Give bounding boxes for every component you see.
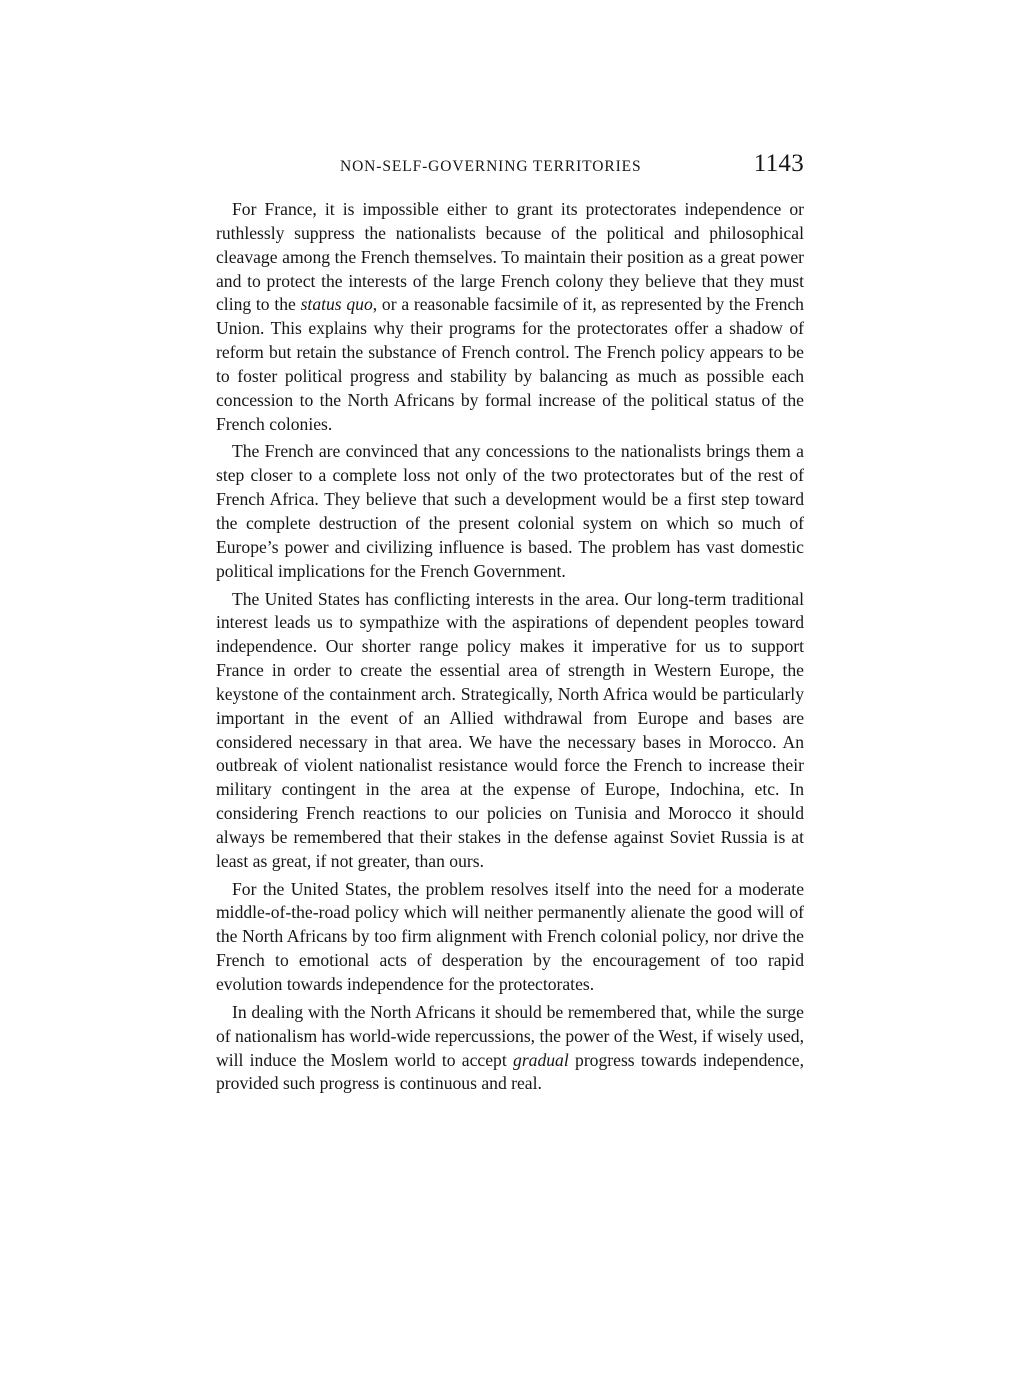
paragraph-french-concessions: The French are convinced that any concessions to the nationalists brings them a step closer to a complete loss not only of the two protectorates but of the rest of French Africa. They believe that such a development would be a first step toward the complete destruction of the present colonial system on which so much of Europe’s power and civilizing influence is based. The problem has vast domestic political implications for the French Government.	[216, 441, 804, 581]
paragraph-text: In dealing with the North Africans it should be remembered that, while the surge of nationalism has world-wide repercussions, the power of the West, if wisely used, will induce the Moslem world to accept	[216, 1001, 805, 1070]
running-head	[216, 150, 804, 180]
page-number: 1143	[753, 150, 804, 177]
paragraph-france-position	[216, 198, 804, 436]
running-title: NON-SELF-GOVERNING TERRITORIES	[340, 158, 642, 175]
paragraph-north-africans	[216, 1001, 804, 1096]
paragraph-text: For France, it is impossible either to grant its protectorates independence or ruthlessly suppress the nationalists because of the political and philosophical cleavage among the French themselves. To maintain their position as a great power and to protect the interests of the large French colony they believe that they must cling to the	[216, 199, 804, 315]
paragraph-text: , or a reasonable facsimile of it, as represented by the French Union. This explains why their programs for the protectorates offer a shadow of reform but retain the substance of French control. The French policy appears to be to foster political progress and stability by balancing as much as possible each concession to the North Africans by formal increase of the political status of the French colonies.	[216, 294, 804, 434]
italic-term-gradual: gradual	[513, 1049, 569, 1070]
italic-term-status-quo: status quo	[300, 294, 373, 315]
document-page	[216, 150, 804, 1100]
paragraph-text: progress towards independence, provided such progress is continuous and real.	[216, 1049, 805, 1094]
paragraph-united-states-policy: For the United States, the problem resolves itself into the need for a moderate middle-of-the-road policy which will neither permanently alienate the good will of the North Africans by too firm alignment with French colonial policy, nor drive the French to emotional acts of desperation by the encouragement of too rapid evolution towards independence for the protectorates.	[216, 878, 804, 994]
paragraph-united-states-interests: The United States has conflicting interests in the area. Our long-term traditional interest leads us to sympathize with the aspirations of dependent peoples toward independence. Our shorter range policy makes it imperative for us to support France in order to create the essential area of strength in Western Europe, the keystone of the containment arch. Strategically, North Africa would be particularly important in the event of an Allied withdrawal from Europe and bases are considered necessary in that area. We have the necessary bases in Morocco. An outbreak of violent nationalist resistance would force the French to increase their military contingent in the area at the expense of Europe, Indochina, etc. In considering French reactions to our policies on Tunisia and Morocco it should always be remembered that their stakes in the defense against Soviet Russia is at least as great, if not greater, than ours.	[216, 588, 804, 871]
